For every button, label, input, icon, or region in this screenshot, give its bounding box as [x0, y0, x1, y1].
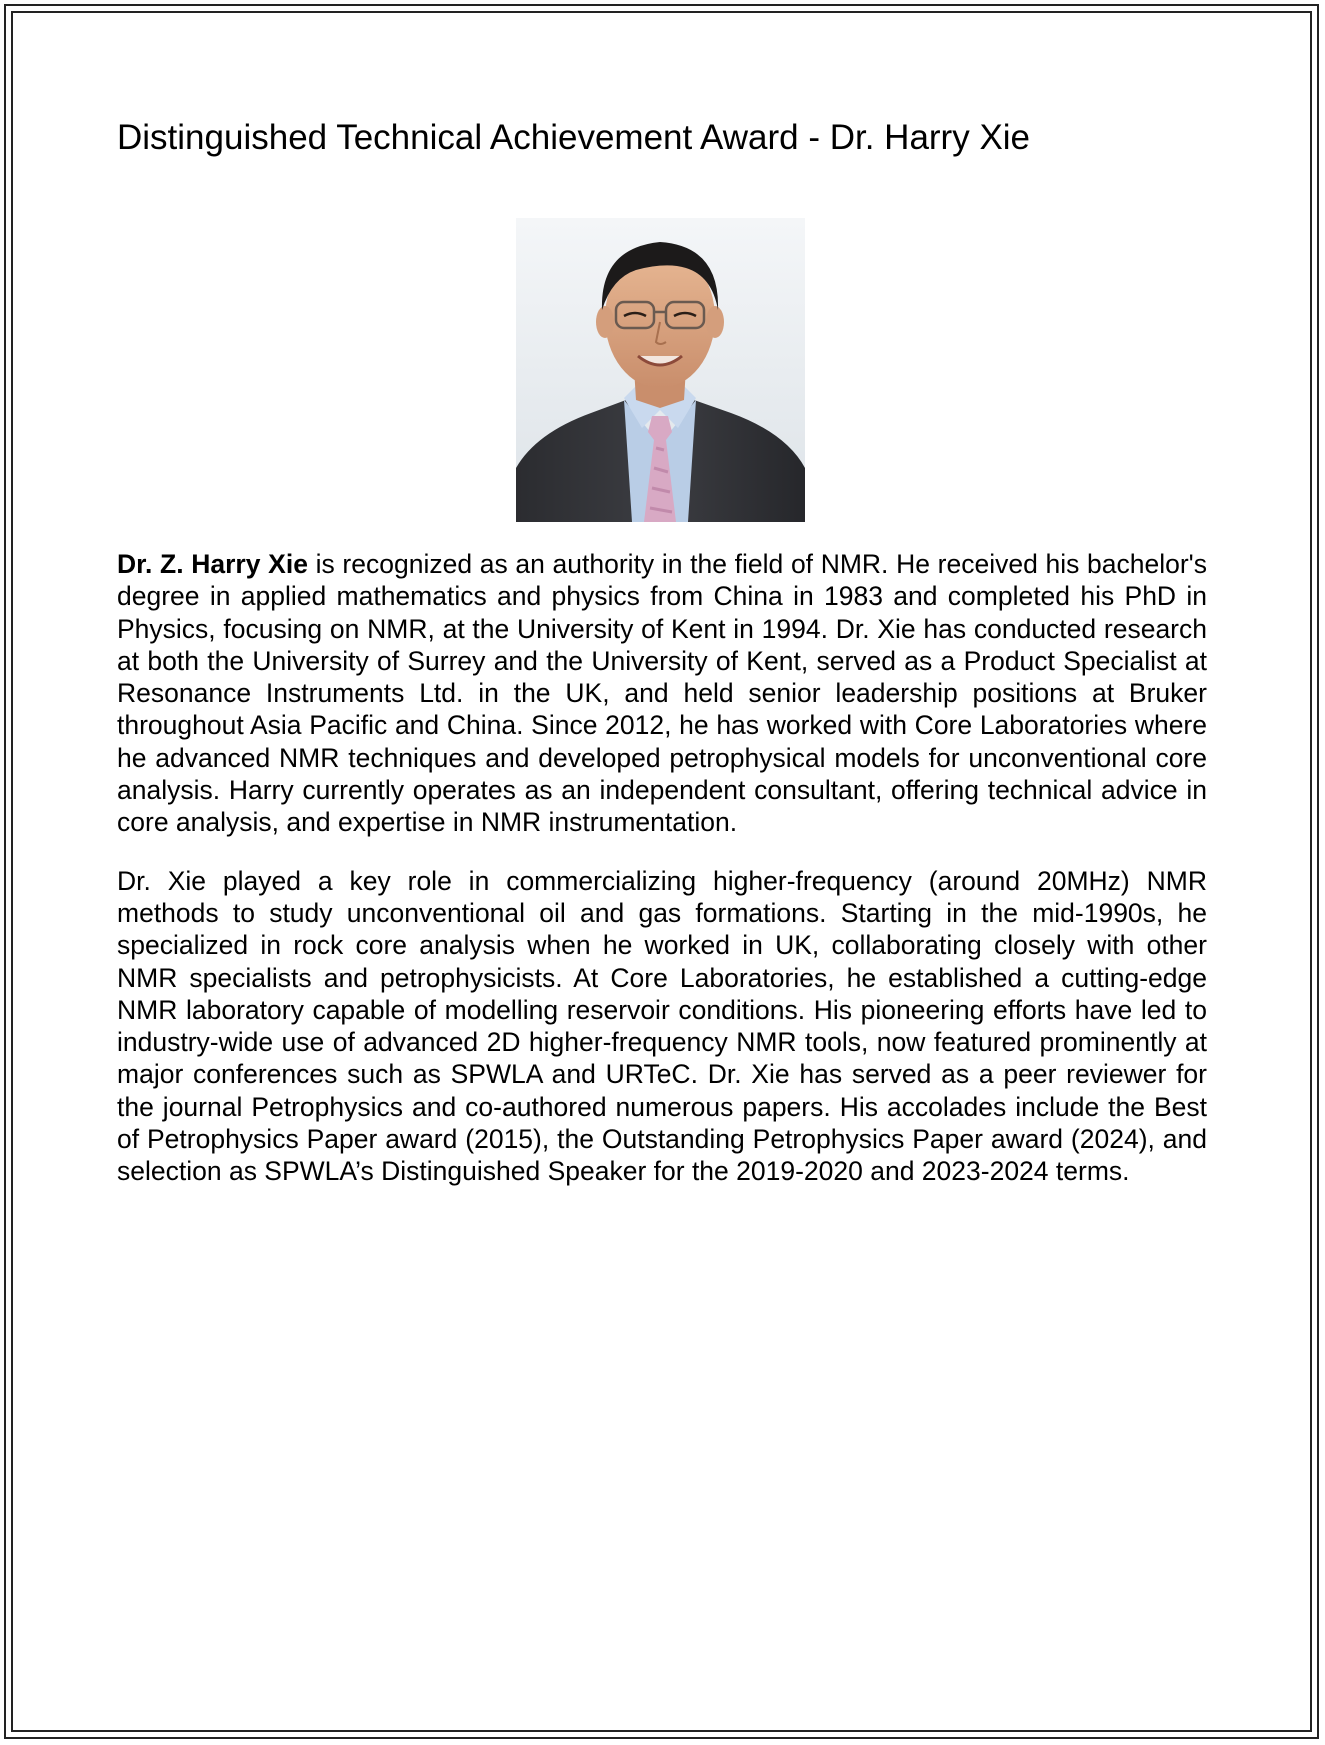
- bio-paragraph-1-text: is recognized as an authority in the field of NMR. He received his bachelor's degree in applied mathematics and physics from China in 1983 and completed his PhD in Physics, focusing on NMR, at the University of Kent in 1994. Dr. Xie has conducted research at both the University of Surrey and the University of Kent, served as a Product Specialist at Resonance Instruments Ltd. in the UK, and held senior leadership positions at Bruker throughout Asia Pacific and China. Since 2012, he has worked with Core Laboratories where he advanced NMR techniques and developed petrophysical models for unconventional core analysis. Harry currently operates as an independent consultant, offering technical advice in core analysis, and expertise in NMR instrumentation.: [117, 549, 1207, 838]
- bio-paragraph-2: Dr. Xie played a key role in commercializing higher-frequency (around 20MHz) NMR methods to study unconventional oil and gas formations. Starting in the mid-1990s, he specialized in rock core analysis when he worked in UK, collaborating closely with other NMR specialists and petrophysicists. At Core Laboratories, he established a cutting-edge NMR laboratory capable of modelling reservoir conditions. His pioneering efforts have led to industry-wide use of advanced 2D higher-frequency NMR tools, now featured prominently at major conferences such as SPWLA and URTeC. Dr. Xie has served as a peer reviewer for the journal Petrophysics and co-authored numerous papers. His accolades include the Best of Petrophysics Paper award (2015), the Outstanding Petrophysics Paper award (2024), and selection as SPWLA’s Distinguished Speaker for the 2019-2020 and 2023-2024 terms.: [117, 865, 1207, 1187]
- page-title: Distinguished Technical Achievement Award - Dr. Harry Xie: [117, 118, 1031, 157]
- biography: [117, 548, 1207, 1188]
- bio-paragraph-1: [117, 548, 1207, 839]
- portrait-photo: [516, 218, 805, 522]
- bio-name: Dr. Z. Harry Xie: [117, 549, 308, 579]
